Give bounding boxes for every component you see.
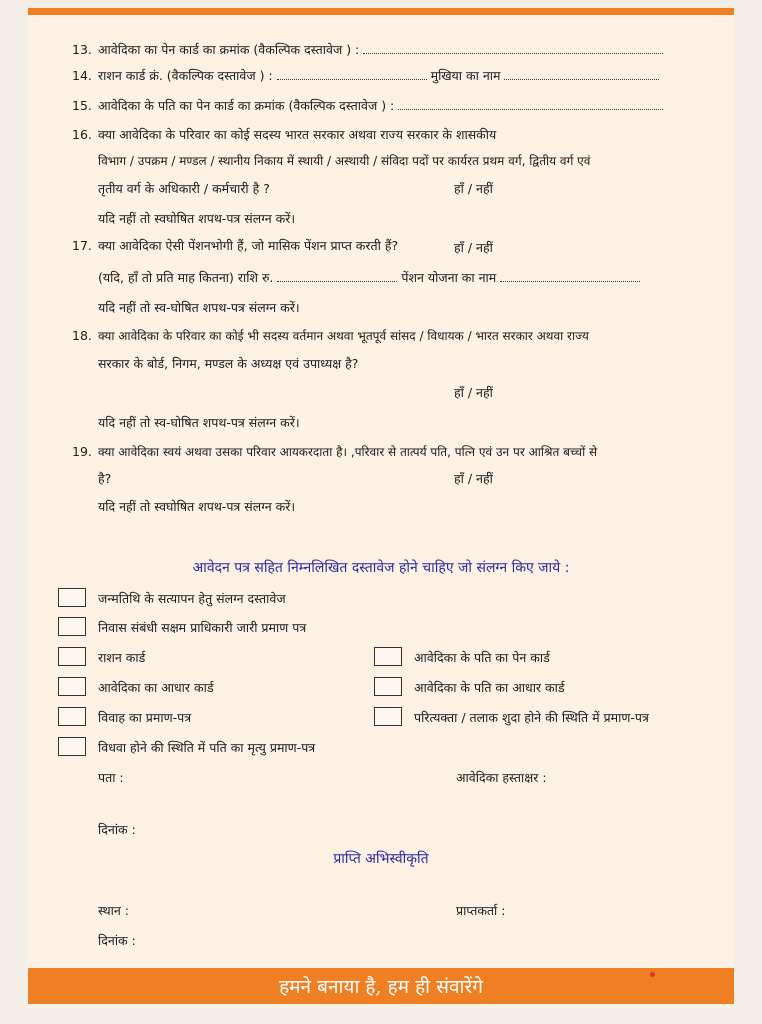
question-text: तृतीय वर्ग के अधिकारी / कर्मचारी है ?: [98, 181, 270, 196]
pension-scheme-label: पेंशन योजना का नाम: [401, 270, 497, 285]
checkbox-ration-card[interactable]: [58, 647, 86, 666]
checkbox-label: राशन कार्ड: [98, 650, 146, 665]
question-number: 18.: [72, 328, 92, 343]
yes-no-option[interactable]: हाँ / नहीं: [454, 385, 493, 400]
question-text: क्या आवेदिका स्वयं अथवा उसका परिवार आयकरदाता है। ,परिवार से तात्पर्य पति, पत्नि एवं उन पर आश्रित बच्चों से: [98, 445, 598, 459]
instruction-note: यदि नहीं तो स्वघोषित शपथ-पत्र संलग्न करें।: [98, 211, 296, 226]
checkbox-label: परित्यक्ता / तलाक शुदा होने की स्थिति में प्रमाण-पत्र: [414, 710, 649, 725]
documents-heading: आवेदन पत्र सहित निम्नलिखित दस्तावेज होने चाहिए जो संलग्न किए जाये :: [192, 560, 570, 576]
checkbox-death-certificate[interactable]: [58, 737, 86, 756]
pension-amount-row: [98, 269, 640, 286]
receiver-label: प्राप्तकर्ता :: [456, 903, 506, 918]
yes-no-option[interactable]: हाँ / नहीं: [454, 181, 493, 196]
checkbox-label: निवास संबंधी सक्षम प्राधिकारी जारी प्रमाण पत्र: [98, 620, 307, 635]
checkbox-birth-proof[interactable]: [58, 588, 86, 607]
question-text: है?: [98, 471, 112, 486]
receipt-heading: प्राप्ति अभिस्वीकृति: [333, 851, 429, 867]
address-label: पता :: [98, 770, 124, 785]
checkbox-husband-aadhaar[interactable]: [374, 677, 402, 696]
question-number: 17.: [72, 238, 92, 253]
date-label: दिनांक :: [98, 822, 136, 837]
checkbox-applicant-aadhaar[interactable]: [58, 677, 86, 696]
footer-slogan-bar: [28, 968, 734, 1004]
checkbox-marriage-certificate[interactable]: [58, 707, 86, 726]
pension-scheme-field[interactable]: [500, 270, 640, 282]
footer-slogan: हमने बनाया है, हम ही संवारेंगे: [279, 976, 483, 998]
checkbox-label: विधवा होने की स्थिति में पति का मृत्यु प्रमाण-पत्र: [98, 740, 316, 755]
pan-card-number-field[interactable]: [363, 42, 663, 54]
question-text: आवेदिका के पति का पेन कार्ड का क्रमांक (वैकल्पिक दस्तावेज ) :: [98, 98, 395, 113]
instruction-note: यदि नहीं तो स्वघोषित शपथ-पत्र संलग्न करें।: [98, 499, 296, 514]
question-number: 13.: [72, 42, 92, 57]
husband-pan-number-field[interactable]: [398, 98, 663, 110]
checkbox-residence-proof[interactable]: [58, 617, 86, 636]
question-number: 14.: [72, 68, 92, 83]
checkbox-divorce-proof[interactable]: [374, 707, 402, 726]
ration-card-number-field[interactable]: [277, 68, 427, 80]
form-page: [28, 8, 734, 1008]
question-text: क्या आवेदिका के परिवार का कोई सदस्य भारत सरकार अथवा राज्य सरकार के शासकीय: [98, 127, 497, 142]
question-text: सरकार के बोर्ड, निगम, मण्डल के अध्यक्ष एवं उपाध्यक्ष है?: [98, 356, 359, 371]
question-text: क्या आवेदिका ऐसी पेंशनभोगी हैं, जो मासिक पेंशन प्राप्त करती हैं?: [98, 238, 399, 253]
place-label: स्थान :: [98, 903, 129, 918]
head-name-field[interactable]: [504, 68, 659, 80]
pension-amount-field[interactable]: [277, 270, 397, 282]
top-accent-bar: [28, 8, 734, 15]
checkbox-label: जन्मतिथि के सत्यापन हेतु संलग्न दस्तावेज: [98, 591, 286, 606]
receipt-date-label: दिनांक :: [98, 933, 136, 948]
applicant-signature-label: आवेदिका हस्ताक्षर :: [456, 770, 547, 785]
checkbox-label: विवाह का प्रमाण-पत्र: [98, 710, 192, 725]
red-dot-mark: [650, 972, 655, 977]
checkbox-label: आवेदिका के पति का आधार कार्ड: [414, 680, 565, 695]
checkbox-label: आवेदिका के पति का पेन कार्ड: [414, 650, 550, 665]
pension-amount-label: (यदि, हाँ तो प्रति माह कितना) राशि रु.: [98, 270, 274, 285]
checkbox-husband-pan[interactable]: [374, 647, 402, 666]
head-name-label: मुखिया का नाम: [430, 68, 501, 83]
question-text: राशन कार्ड क्रं. (वैकल्पिक दस्तावेज ) :: [98, 68, 273, 83]
question-number: 16.: [72, 127, 92, 142]
question-number: 15.: [72, 98, 92, 113]
instruction-note: यदि नहीं तो स्व-घोषित शपथ-पत्र संलग्न करें।: [98, 415, 300, 430]
question-text: विभाग / उपक्रम / मण्डल / स्थानीय निकाय में स्थायी / अस्थायी / संविदा पदों पर कार्यरत प्रथम वर्ग, द्वितीय वर्ग एवं: [98, 154, 591, 168]
yes-no-option[interactable]: हाँ / नहीं: [454, 471, 493, 486]
question-text: आवेदिका का पेन कार्ड का क्रमांक (वैकल्पिक दस्तावेज ) :: [98, 42, 360, 57]
checkbox-label: आवेदिका का आधार कार्ड: [98, 680, 214, 695]
question-text: क्या आवेदिका के परिवार का कोई भी सदस्य वर्तमान अथवा भूतपूर्व सांसद / विधायक / भारत सरकार अथवा राज्य: [98, 329, 589, 343]
yes-no-option[interactable]: हाँ / नहीं: [454, 240, 493, 255]
question-number: 19.: [72, 444, 92, 459]
instruction-note: यदि नहीं तो स्व-घोषित शपथ-पत्र संलग्न करें।: [98, 300, 300, 315]
